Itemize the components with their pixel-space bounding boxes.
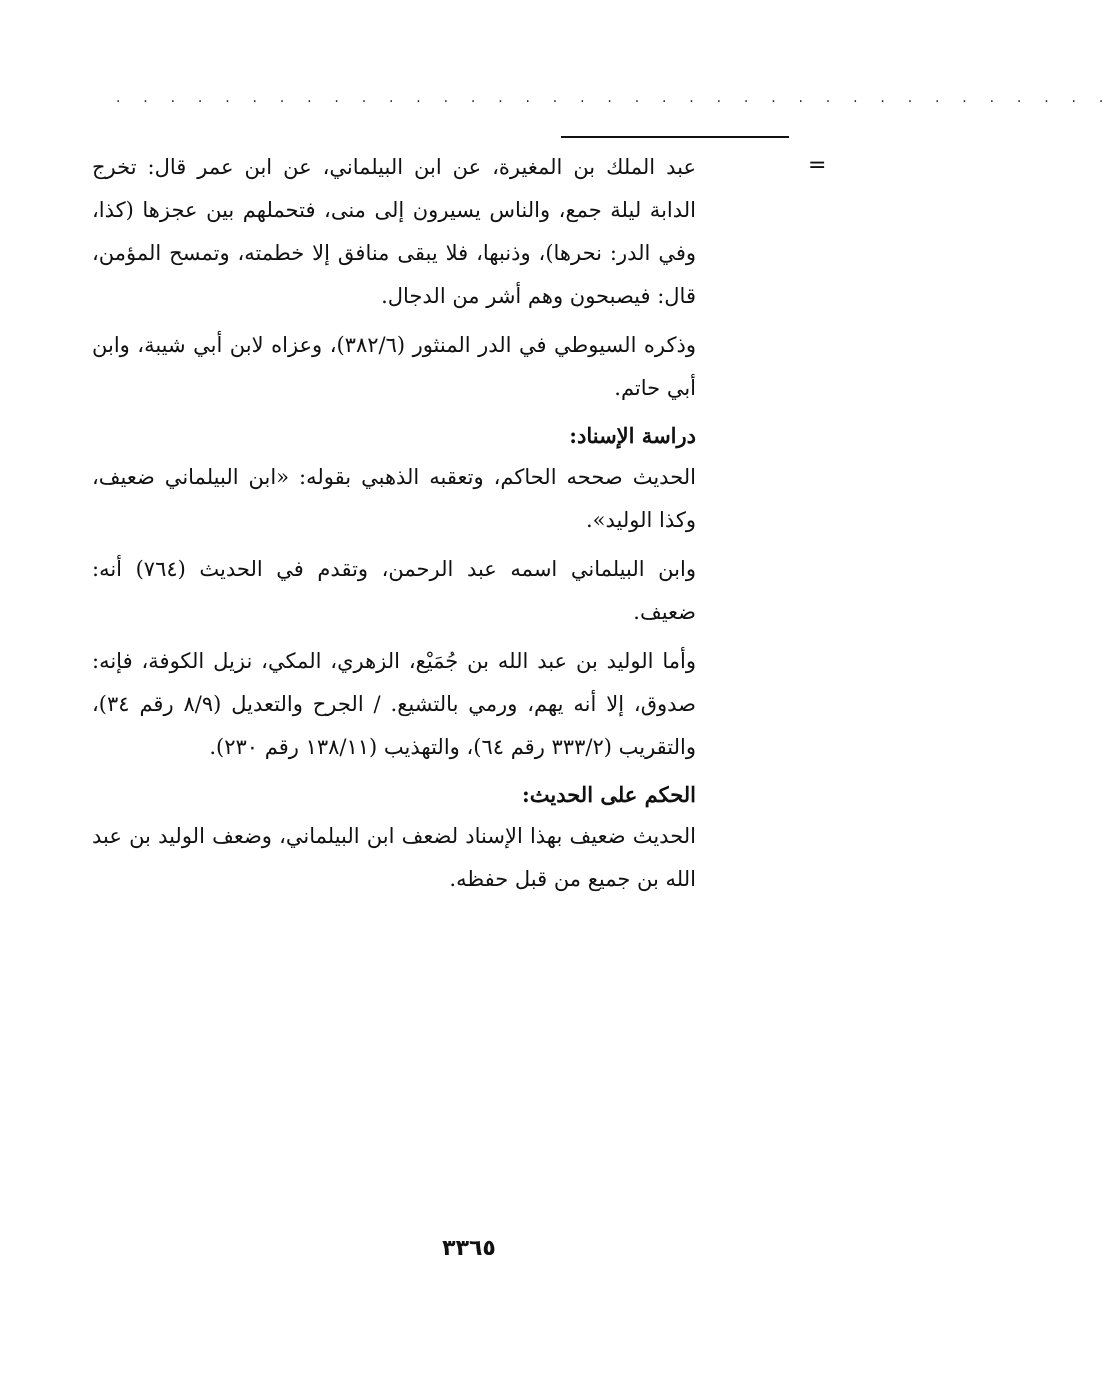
heading-hadith-ruling: الحكم على الحديث: [522,782,696,807]
page-number: ٣٣٦٥ [442,1236,496,1261]
paragraph-ruling: الحديث ضعيف بهذا الإسناد لضعف ابن البيلماني، وضعف الوليد بن عبد الله بن جميع من قبل حفظه. [92,824,696,891]
paragraph-suyuti-reference: وذكره السيوطي في الدر المنثور (٣٨٢/٦)، وعزاه لابن أبي شيبة، وابن أبي حاتم. [92,333,696,400]
paragraph-walid: وأما الوليد بن عبد الله بن جُمَيْع، الزهري، المكي، نزيل الكوفة، فإنه: صدوق، إلا أنه يهم، ورمي بالتشيع. / الجرح والتعديل (٨/٩ رقم ٣٤)، والتقريب (٣٣٣/٢ رقم ٦٤)، والتهذيب (١٣٨/١١ رقم ٢٣٠). [92,649,697,759]
continuation-mark: = [808,153,827,178]
paragraph-hadith-text: عبد الملك بن المغيرة، عن ابن البيلماني، عن ابن عمر قال: تخرج الدابة ليلة جمع، والناس يسيرون إلى منى، فتحملهم بين عجزها (كذا، وفي الدر: نحرها)، وذنبها، فلا يبقى منافق إلا خطمته، وتمسح المؤمن، قال: فيصبحون وهم أشر من الدجال. [92,155,696,308]
paragraph-baylamani: وابن البيلماني اسمه عبد الرحمن، وتقدم في الحديث (٧٦٤) أنه: ضعيف. [92,557,696,624]
heading-isnad-study: دراسة الإسناد: [569,423,696,448]
paragraph-hakim-dhahabi: الحديث صححه الحاكم، وتعقبه الذهبي بقوله: «ابن البيلماني ضعيف، وكذا الوليد». [92,465,696,532]
dotted-separator: . . . . . . . . . . . . . . . . . . . . . . . . . . . . . . . . . . . . . [116,90,1112,106]
page-body [92,146,696,907]
footnote-rule [561,136,789,138]
